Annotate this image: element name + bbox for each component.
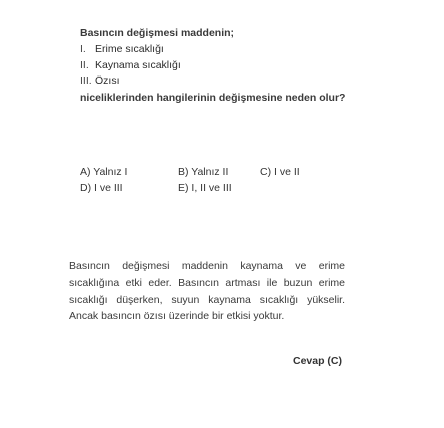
- question-prompt: niceliklerinden hangilerinin değişmesine neden olur?: [80, 92, 346, 104]
- statement-text: Erime sıcaklığı: [95, 43, 164, 55]
- statement-item: [80, 41, 400, 57]
- statement-item: [80, 57, 400, 73]
- statement-item: [80, 73, 400, 89]
- question-block: [80, 25, 400, 106]
- statement-text: Özısı: [95, 75, 120, 87]
- statement-text: Kaynama sıcaklığı: [95, 59, 181, 71]
- statement-number: I.: [80, 43, 86, 55]
- option-c[interactable]: C) I ve II: [260, 166, 300, 178]
- question-title: Basıncın değişmesi maddenin;: [80, 27, 235, 39]
- option-b[interactable]: B) Yalnız II: [178, 166, 229, 178]
- answer-options: [80, 164, 380, 196]
- statement-number: III.: [80, 75, 92, 87]
- option-d[interactable]: D) I ve III: [80, 182, 123, 194]
- statement-number: II.: [80, 59, 89, 71]
- option-a[interactable]: A) Yalnız I: [80, 166, 128, 178]
- option-e[interactable]: E) I, II ve III: [178, 182, 232, 194]
- solution-explanation: Basıncın değişmesi maddenin kaynama ve erime sıcaklığına etki eder. Basıncın artması ile buzun erime sıcaklığı düşerken, suyun kaynama sıcaklığı yükselir. Ancak basıncın özısı üzerinde bir etkisi yoktur.: [69, 260, 345, 323]
- answer-key: Cevap (C): [292, 355, 342, 367]
